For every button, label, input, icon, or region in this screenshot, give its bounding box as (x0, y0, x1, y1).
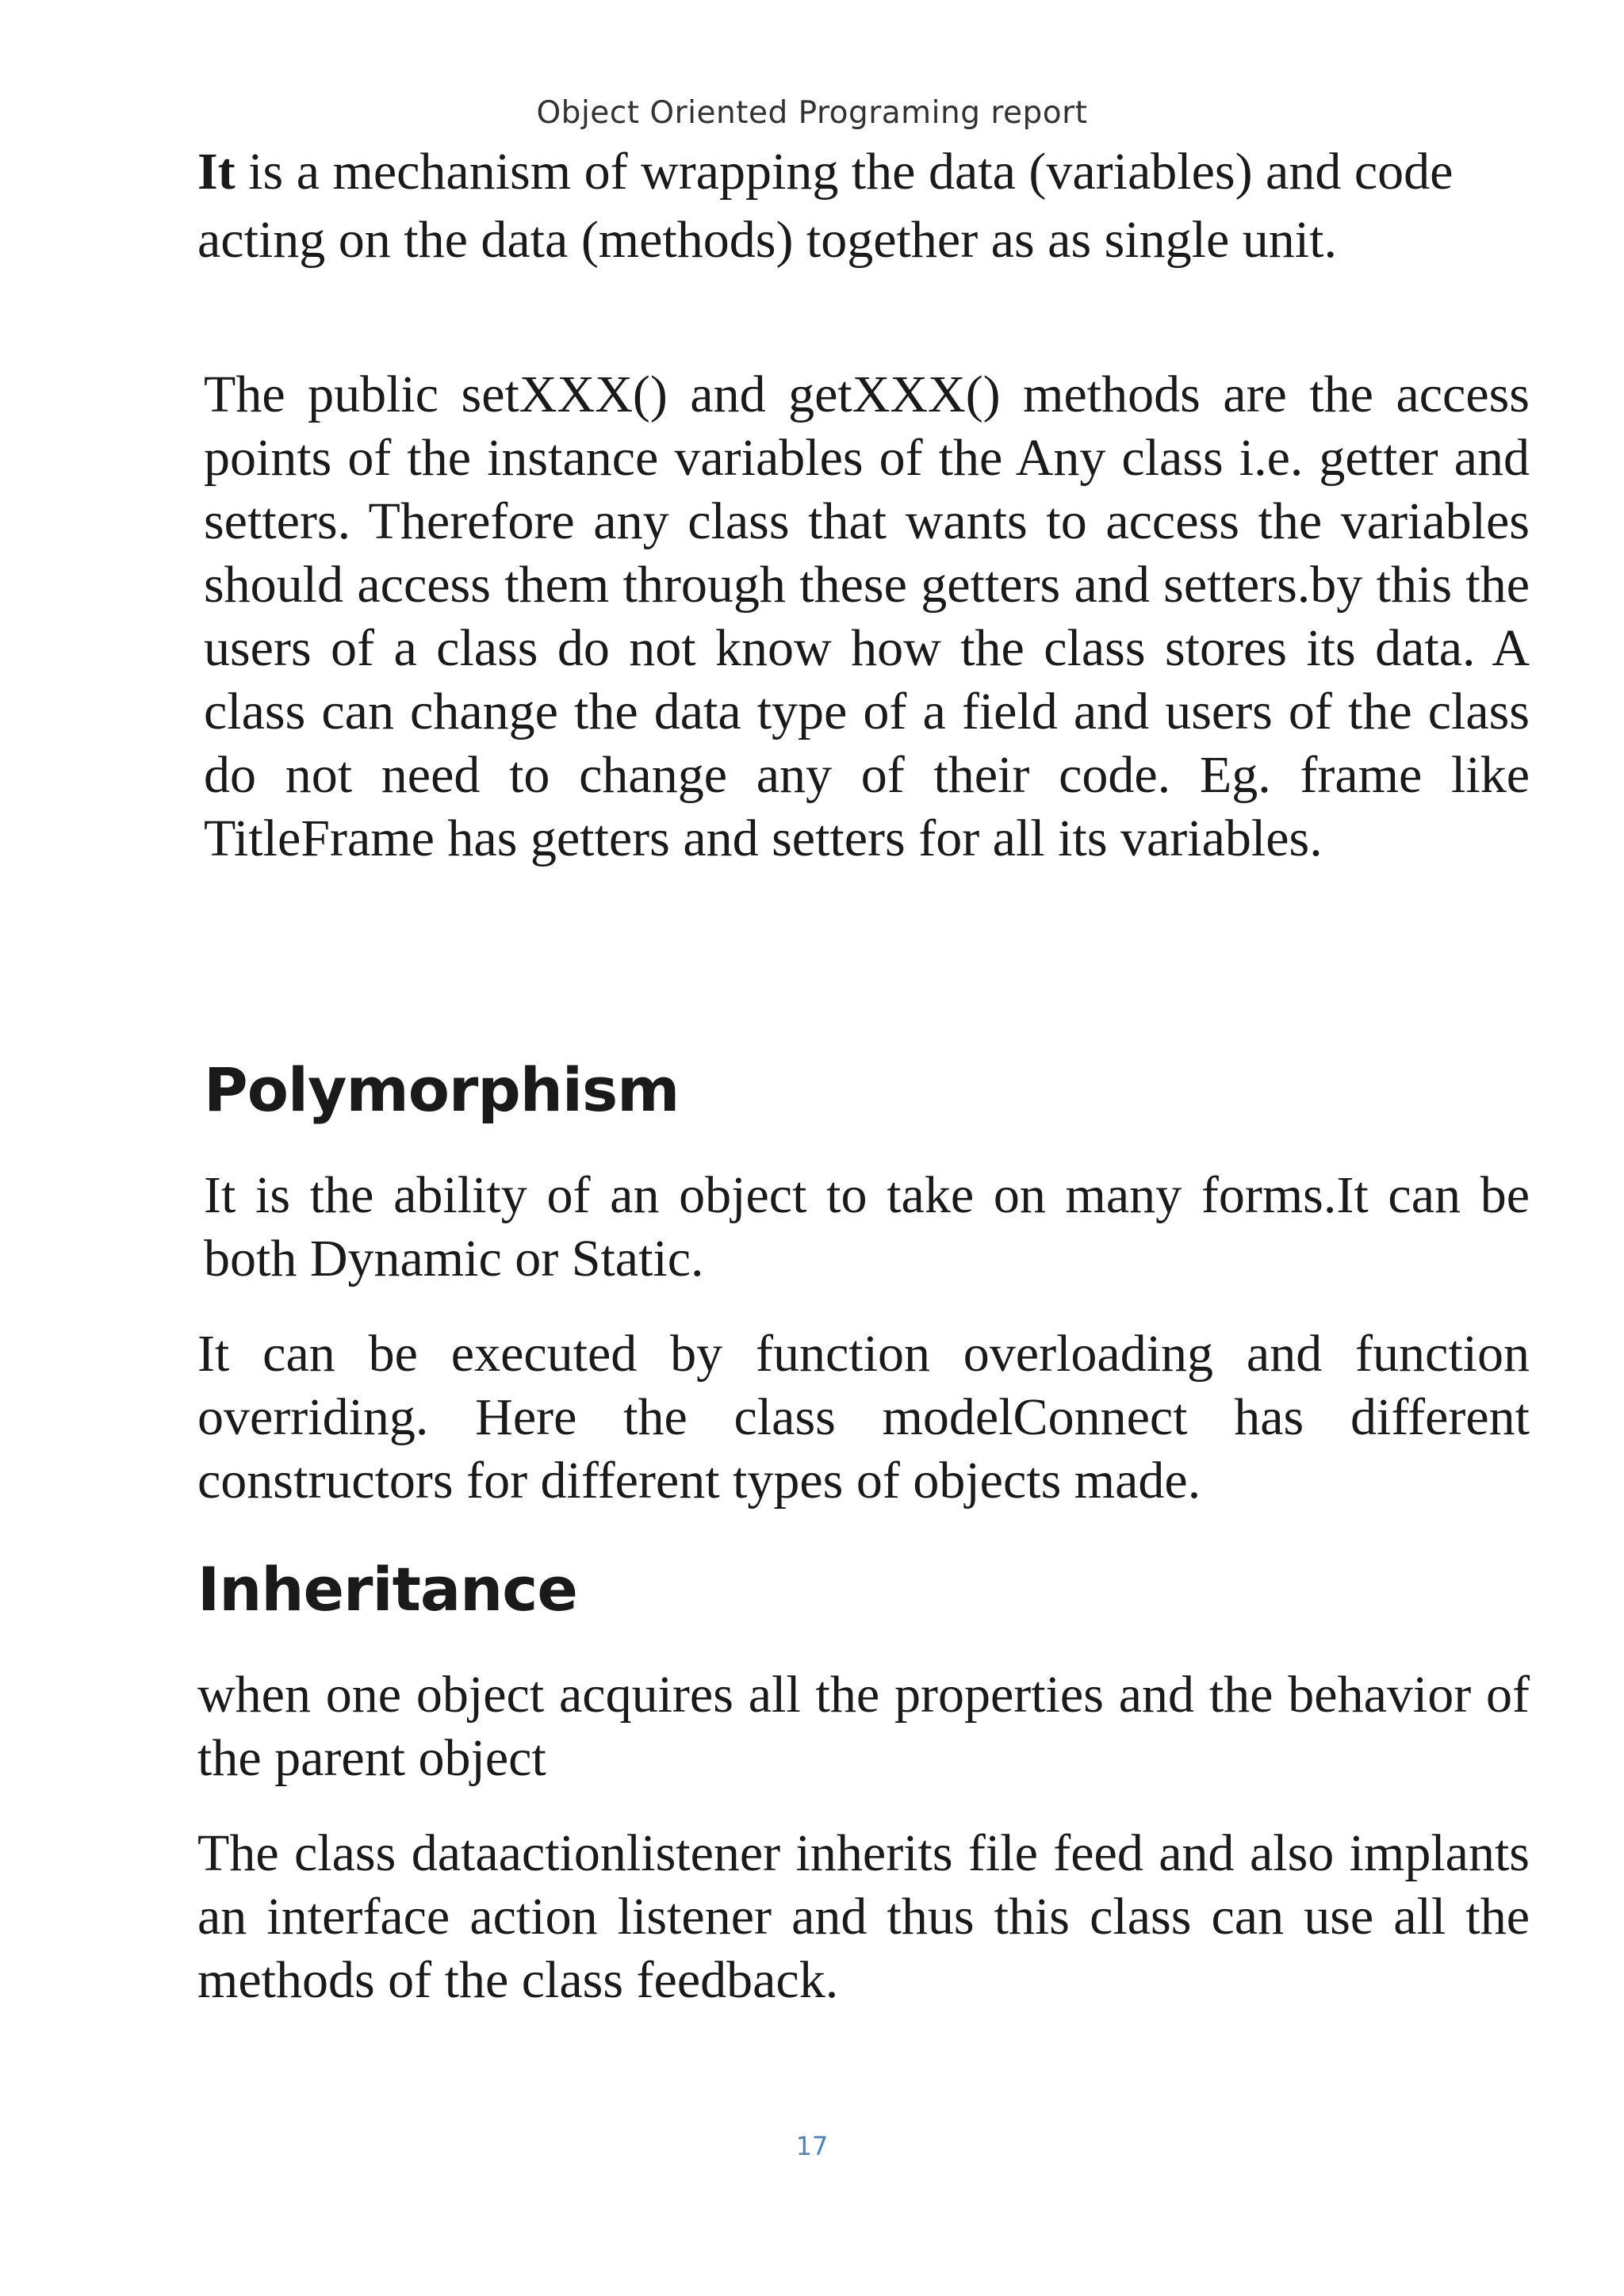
polymorphism-example: It can be executed by function overloading and function overriding. Here the class modelConnect has different constructors for different types of objects made. (197, 1325, 1530, 1510)
inheritance-example: The class dataactionlistener inherits file feed and also implants an interface action listener and thus this class can use all the methods of the class feedback. (197, 1824, 1530, 2009)
inheritance-definition: when one object acquires all the properties and the behavior of the parent object (197, 1666, 1530, 1787)
polymorphism-definition: It is the ability of an object to take on many forms.It can be both Dynamic or Static. (204, 1166, 1530, 1288)
encapsulation-intro (197, 138, 1545, 274)
inheritance-heading: Inheritance (197, 1554, 577, 1624)
intro-text: is a mechanism of wrapping the data (variables) and code acting on the data (methods) together as as single unit. (197, 143, 1454, 269)
encapsulation-body: The public setXXX() and getXXX() methods are the access points of the instance variables of the Any class i.e. getter and setters. Therefore any class that wants to access the variables should access them through these getters and setters.by this the users of a class do not know how the class stores its data. A class can change the data type of a field and users of the class do not need to change any of their code. Eg. frame like TitleFrame has getters and setters for all its variables. (204, 365, 1530, 867)
intro-lead-word: It (197, 143, 236, 201)
polymorphism-heading: Polymorphism (204, 1054, 680, 1125)
page-number: 17 (795, 2131, 829, 2161)
running-header: Object Oriented Programing report (536, 95, 1088, 131)
